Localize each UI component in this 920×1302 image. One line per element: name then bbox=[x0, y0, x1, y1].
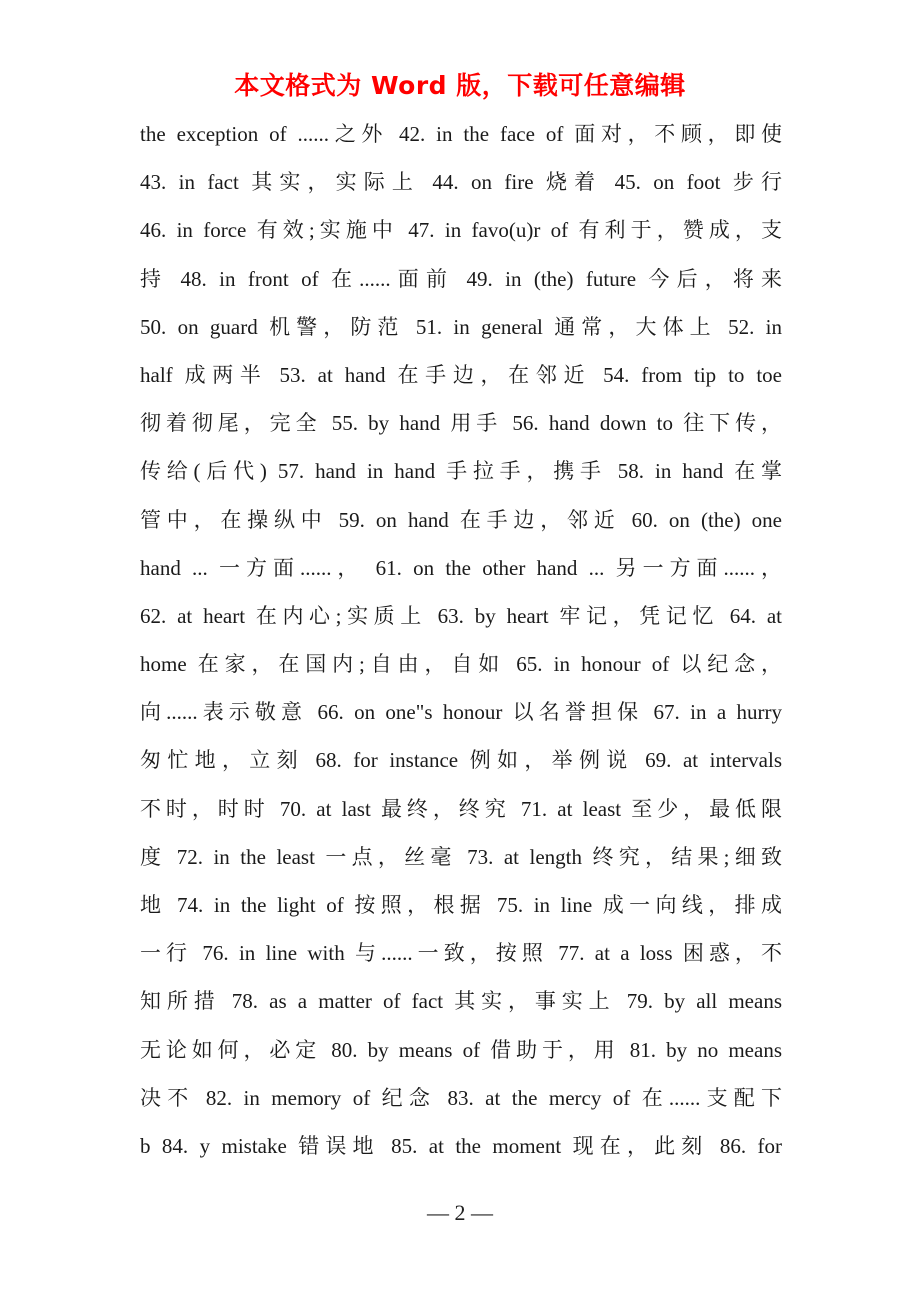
text-line: 62. at heart 在内心;实质上 63. by heart 牢记，凭记忆 64. at bbox=[140, 603, 782, 628]
page-number: — 2 — bbox=[427, 1200, 493, 1225]
text-line: 一行 76. in line with 与......一致，按照 77. at a loss 困惑，不 bbox=[140, 941, 782, 966]
text-line: 46. in force 有效;实施中 47. in favo(u)r of 有利于，赞成，支 bbox=[140, 218, 782, 243]
text-line: 传给(后代) 57. hand in hand 手拉手，携手 58. in hand 在掌 bbox=[140, 459, 782, 484]
text-line: 彻着彻尾，完全 55. by hand 用手 56. hand down to 往下传， bbox=[140, 411, 782, 436]
text-line: hand ... 一方面......， 61. on the other hand ... 另一方面......， bbox=[140, 555, 782, 580]
text-line: 度 72. in the least 一点，丝毫 73. at length 终究，结果;细致 bbox=[140, 844, 782, 869]
text-line: 地 74. in the light of 按照，根据 75. in line 成一向线，排成 bbox=[140, 893, 782, 917]
text-line: 43. in fact 其实，实际上 44. on fire 烧着 45. on foot 步行 bbox=[140, 170, 782, 195]
text-line: 管中，在操纵中 59. on hand 在手边，邻近 60. on (the) one bbox=[140, 507, 782, 532]
editable-format-banner: 本文格式为 Word 版，下载可任意编辑 bbox=[234, 71, 686, 100]
text-line: 知所措 78. as a matter of fact 其实，事实上 79. by all means bbox=[140, 989, 782, 1014]
text-line: 不时，时时 70. at last 最终，终究 71. at least 至少，最低限 bbox=[140, 796, 782, 821]
text-line: 无论如何，必定 80. by means of 借助于，用 81. by no means bbox=[140, 1037, 782, 1062]
text-line: 匆忙地，立刻 68. for instance 例如，举例说 69. at intervals bbox=[140, 748, 782, 773]
text-line: 50. on guard 机警，防范 51. in general 通常，大体上 52. in bbox=[140, 314, 782, 339]
text-line: half 成两半 53. at hand 在手边，在邻近 54. from tip to toe bbox=[140, 362, 782, 387]
text-line: 持 48. in front of 在......面前 49. in (the) future 今后，将来 bbox=[140, 266, 782, 291]
text-line: the exception of ......之外 42. in the face of 面对，不顾，即使 bbox=[140, 122, 782, 146]
text-line: home 在家，在国内;自由，自如 65. in honour of 以纪念， bbox=[140, 652, 782, 677]
text-line: 决不 82. in memory of 纪念 83. at the mercy of 在......支配下 bbox=[140, 1085, 782, 1110]
text-line: b 84. y mistake 错误地 85. at the moment 现在，此刻 86. for bbox=[140, 1133, 782, 1158]
text-line: 向......表示敬意 66. on one"s honour 以名誉担保 67. in a hurry bbox=[140, 700, 782, 725]
phrase-list-body bbox=[140, 110, 782, 1170]
